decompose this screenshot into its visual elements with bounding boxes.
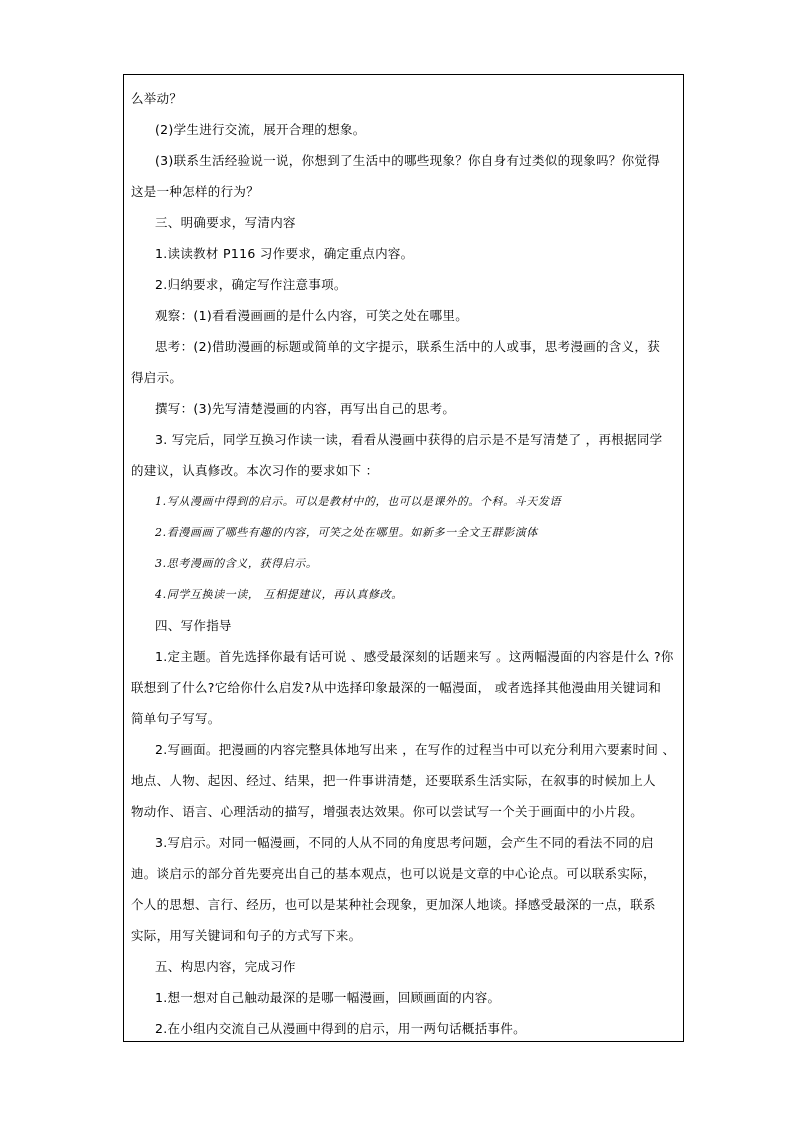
text-line: 物动作、语言、心理活动的描写，增强表达效果。你可以尝试写一个关于画面中的小片段。 (131, 804, 644, 819)
text-line: 1.定主题。首先选择你最有话可说 、感受最深刻的话题来写 。这两幅漫面的内容是什么 ?你 (155, 649, 674, 664)
text-line: 地点、人物、起因、经过、结果，把一件事讲清楚，还要联系生活实际，在叙事的时候加上人 (131, 773, 656, 788)
text-line: 的建议，认真修改。本次习作的要求如下 ： (131, 463, 379, 478)
text-line: 五、构思内容，完成习作 (155, 959, 296, 974)
text-line: 简单句子写写。 (131, 711, 221, 726)
text-line: 1.想一想对自己触动最深的是哪一幅漫画，回顾画面的内容。 (155, 990, 501, 1005)
text-line: 么举动？ (131, 91, 183, 106)
text-line: 思考：(2)借助漫画的标题或简单的文字提示，联系生活中的人或事，思考漫画的含义，获 (155, 339, 661, 354)
text-line: 得启示。 (131, 370, 183, 385)
text-line: 3.思考漫画的含义，获得启示。 (155, 557, 318, 570)
text-line: (2)学生进行交流，展开合理的想象。 (155, 122, 366, 137)
text-line: 2.归纳要求，确定写作注意事项。 (155, 277, 347, 292)
text-line: 观察：(1)看看漫画画的是什么内容，可笑之处在哪里。 (155, 308, 469, 323)
text-line: (3)联系生活经验说一说，你想到了生活中的哪些现象？你自身有过类似的现象吗？你觉得 (155, 153, 661, 168)
text-line: 撰写：(3)先写清楚漫画的内容，再写出自己的思考。 (155, 401, 456, 416)
text-line: 2.在小组内交流自己从漫画中得到的启示，用一两句话概括事件。 (155, 1021, 526, 1036)
text-line: 2.看漫画画了哪些有趣的内容，可笑之处在哪里。如新多一全文王群影演体 (155, 526, 538, 539)
table-cell-frame (123, 74, 684, 1042)
text-line: 1.读读教材 P116 习作要求，确定重点内容。 (155, 246, 414, 261)
text-line: 4.同学互换读一读， 互相提建议，再认真修改。 (155, 588, 403, 601)
text-line: 这是一种怎样的行为？ (131, 184, 260, 199)
text-line: 个人的思想、言行、经历，也可以是某种社会现象，更加深人地谈。择感受最深的一点，联系 (131, 897, 656, 912)
text-line: 四、写作指导 (155, 618, 232, 633)
text-line: 3. 写完后，同学互换习作读一读，看看从漫画中获得的启示是不是写清楚了 ，再根据同学 (155, 432, 663, 447)
text-line: 迪。谈启示的部分首先要亮出自己的基本观点，也可以说是文章的中心论点。可以联系实际， (131, 866, 656, 881)
document-body (131, 83, 677, 1044)
text-line: 实际，用写关键词和句子的方式写下来。 (131, 928, 362, 943)
text-line: 三、明确要求，写清内容 (155, 215, 296, 230)
text-line: 联想到了什么?它给你什么启发?从中选择印象最深的一幅漫面， 或者选择其他漫曲用关键词和 (131, 680, 662, 695)
text-line: 1.写从漫画中得到的启示。可以是教材中的，也可以是课外的。个科。斗天发语 (155, 495, 562, 508)
text-line: 3.写启示。对同一幅漫画，不同的人从不同的角度思考问题，会产生不同的看法不同的启 (155, 835, 654, 850)
text-line: 2.写画面。把漫画的内容完整具体地写出来 ，在写作的过程当中可以充分利用六要素时间 、 (155, 742, 676, 757)
